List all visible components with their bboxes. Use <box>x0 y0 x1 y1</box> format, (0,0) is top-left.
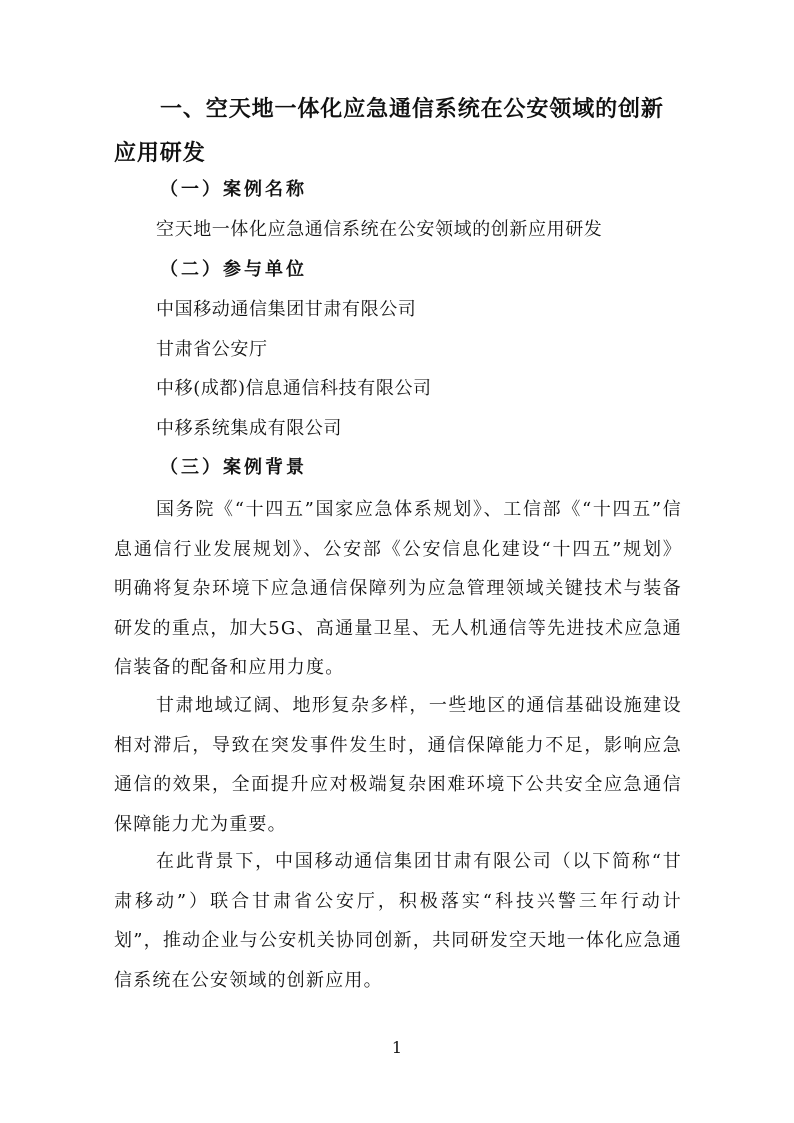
page-number: 1 <box>391 1038 403 1057</box>
case-name-text: 空天地一体化应急通信系统在公安领域的创新应用研发 <box>156 219 603 240</box>
participant-2: 甘肃省公安厅 <box>156 339 268 360</box>
participant-4: 中移系统集成有限公司 <box>156 418 342 439</box>
section-heading-background: （三）案例背景 <box>160 457 307 478</box>
background-paragraph-1: 国务院《“十四五”国家应急体系规划》、工信部《“十四五”信息通信行业发展规划》、公安部《公安信息化建设“十四五”规划》明确将复杂环境下应急通信保障列为应急管理领域关键技术与装备研发的重点，加大5G、高通量卫星、无人机通信等先进技术应急通信装备的配备和应用力度。 <box>114 499 682 678</box>
section-heading-case-name: （一）案例名称 <box>160 179 307 200</box>
document-title: 一、空天地一体化应急通信系统在公安领域的创新应用研发 <box>114 97 664 166</box>
section-heading-participants: （二）参与单位 <box>160 259 307 280</box>
participant-1: 中国移动通信集团甘肃有限公司 <box>156 299 417 320</box>
background-paragraph-3: 在此背景下，中国移动通信集团甘肃有限公司（以下简称“甘肃移动”）联合甘肃省公安厅，积极落实“科技兴警三年行动计划”，推动企业与公安机关协同创新，共同研发空天地一体化应急通信系统在公安领域的创新应用。 <box>114 851 682 991</box>
background-paragraph-2: 甘肃地域辽阔、地形复杂多样，一些地区的通信基础设施建设相对滞后，导致在突发事件发生时，通信保障能力不足，影响应急通信的效果，全面提升应对极端复杂困难环境下公共安全应急通信保障能力尤为重要。 <box>114 695 682 835</box>
participant-3: 中移(成都)信息通信科技有限公司 <box>156 378 432 399</box>
